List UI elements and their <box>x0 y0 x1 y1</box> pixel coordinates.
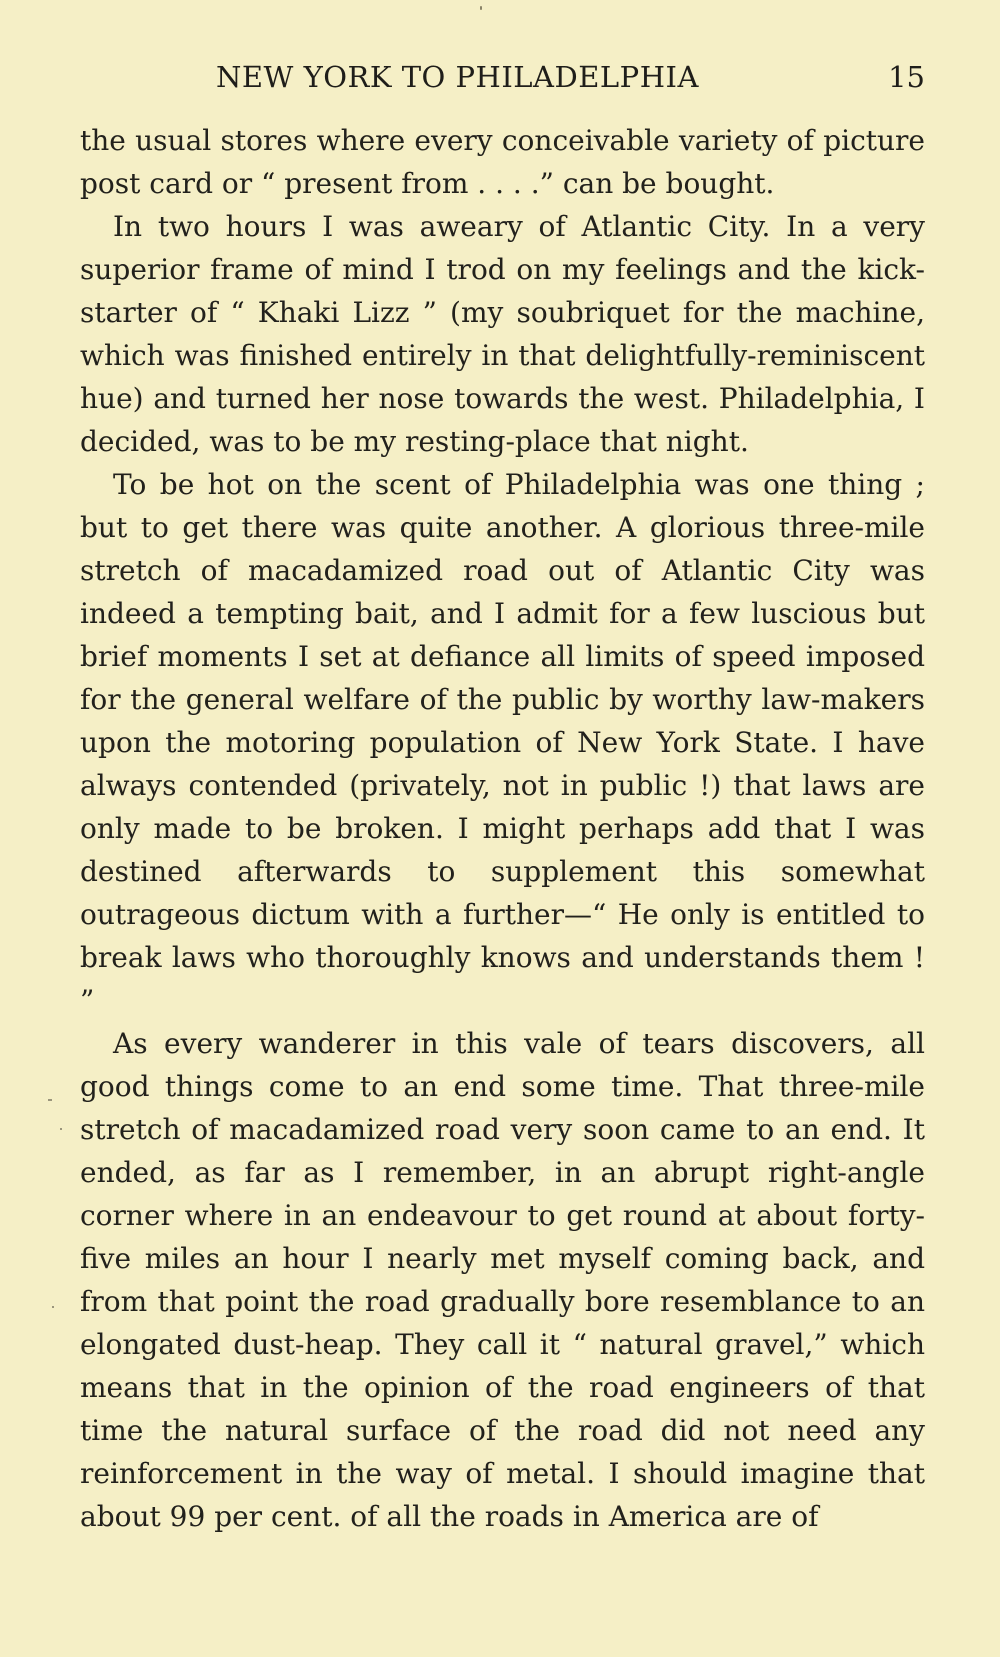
paper-speck <box>480 6 482 10</box>
running-title: NEW YORK TO PHILADELPHIA <box>216 60 699 94</box>
paragraph: To be hot on the scent of Philadelphia was one thing ; but to get there was quite another. A glorious three-mile stretch of macadamized road out of Atlantic City was indeed a tempting bait, and I admit for a few luscious but brief moments I set at defiance all limits of speed imposed for the general welfare of the public by worthy law-makers upon the motoring population of New York State. I have always contended (privately, not in public !) that laws are only made to be broken. I might perhaps add that I was destined afterwards to supplement this somewhat outrageous dictum with a further—“ He only is entitled to break laws who thoroughly knows and understands them ! ” <box>80 468 925 1017</box>
paragraph-continued: the usual stores where every conceivable variety of picture post card or “ present from . . . .” can be bought. <box>80 124 925 200</box>
margin-mark <box>60 1128 62 1130</box>
margin-mark <box>52 1306 54 1308</box>
body-text <box>80 119 925 1538</box>
page-number: 15 <box>888 60 925 94</box>
paragraph: As every wanderer in this vale of tears discovers, all good things come to an end some time. That three-mile stretch of macadamized road very soon came to an end. It ended, as far as I remember, in an abrupt right-angle corner where in an endeavour to get round at about forty-five miles an hour I nearly met myself coming back, and from that point the road gradually bore resemblance to an elongated dust-heap. They call it “ natural gravel,” which means that in the opinion of the road engineers of that time the natural surface of the road did not need any reinforcement in the way of metal. I should imagine that about 99 per cent. of all the roads in America are of <box>80 1027 925 1533</box>
paragraph: In two hours I was aweary of Atlantic City. In a very superior frame of mind I trod on my feelings and the kick-starter of “ Khaki Lizz ” (my soubriquet for the machine, which was finished entirely in that delightfully-reminiscent hue) and turned her nose towards the west. Philadelphia, I decided, was to be my resting-place that night. <box>80 210 925 458</box>
margin-mark <box>48 1099 52 1101</box>
page-header <box>80 60 925 102</box>
